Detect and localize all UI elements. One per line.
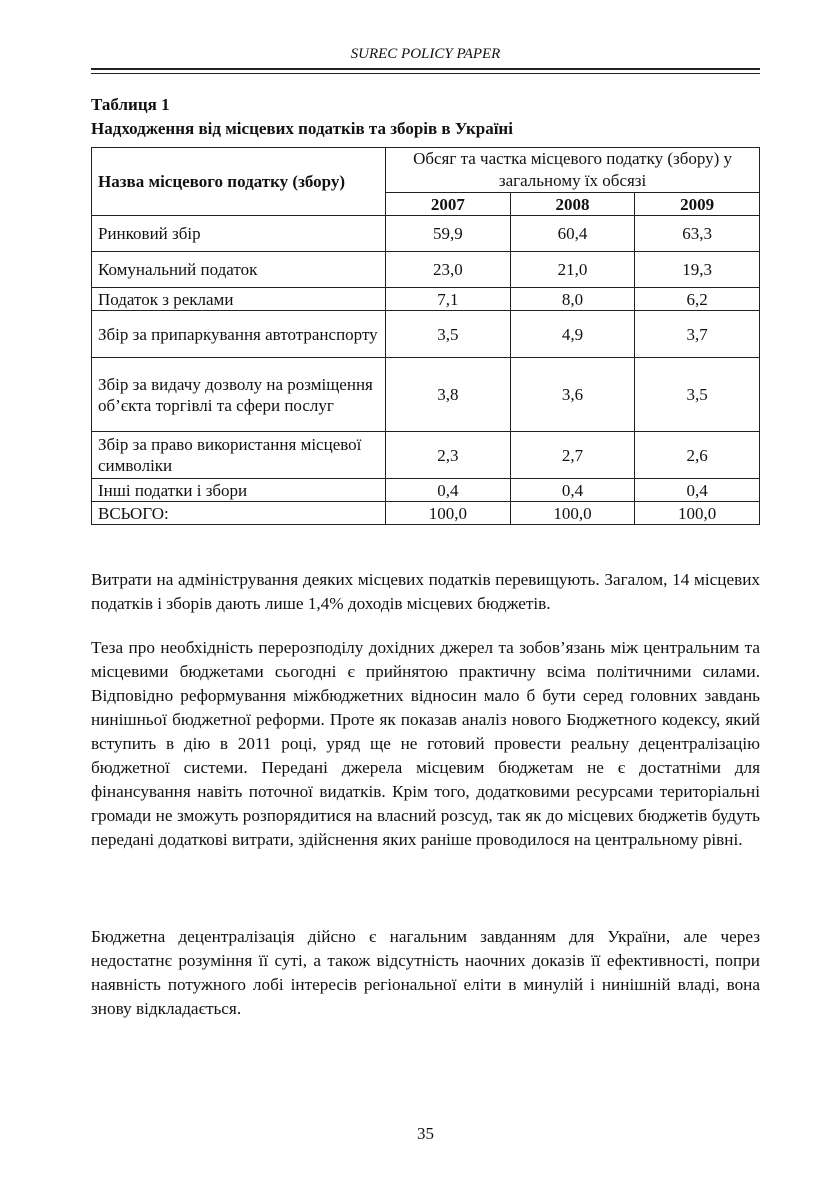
cell-value: 100,0 [635, 502, 760, 525]
row-name: ВСЬОГО: [92, 502, 386, 525]
cell-value: 8,0 [510, 288, 635, 311]
year-header: 2007 [386, 193, 511, 216]
cell-value: 60,4 [510, 216, 635, 252]
cell-value: 7,1 [386, 288, 511, 311]
year-header: 2009 [635, 193, 760, 216]
table-row [92, 252, 760, 288]
cell-value: 0,4 [386, 479, 511, 502]
cell-value: 3,6 [510, 358, 635, 432]
cell-value: 3,5 [635, 358, 760, 432]
cell-value: 3,7 [635, 311, 760, 358]
cell-value: 63,3 [635, 216, 760, 252]
row-name: Збір за видачу дозволу на розміщення об’єкта торгівлі та сфери послуг [92, 358, 386, 432]
row-name: Ринковий збір [92, 216, 386, 252]
column-group-header: Обсяг та частка місцевого податку (збору) у загальному їх обсязі [386, 148, 760, 193]
paragraph: Бюджетна децентралізація дійсно є нагальним завданням для України, але через недостатнє розуміння її суті, а також відсутність наочних доказів її ефективності, попри наявність потужного лобі інтересів регіональної еліти в минулій і нинішній владі, вона знову відкладається. [91, 927, 760, 1018]
table-row [92, 216, 760, 252]
row-name: Комунальний податок [92, 252, 386, 288]
table-row-total [92, 502, 760, 525]
table-row [92, 288, 760, 311]
cell-value: 2,6 [635, 432, 760, 479]
table-row [92, 479, 760, 502]
cell-value: 4,9 [510, 311, 635, 358]
table-title: Надходження від місцевих податків та зборів в Україні [91, 119, 513, 138]
page-number: 35 [417, 1124, 434, 1143]
year-header: 2008 [510, 193, 635, 216]
column-header-name: Назва місцевого податку (збору) [92, 148, 386, 216]
cell-value: 0,4 [635, 479, 760, 502]
row-name: Інші податки і збори [92, 479, 386, 502]
table-row [92, 311, 760, 358]
cell-value: 21,0 [510, 252, 635, 288]
paragraph: Витрати на адміністрування деяких місцевих податків перевищують. Загалом, 14 місцевих податків і зборів дають лише 1,4% доходів місцевих бюджетів. [91, 570, 760, 613]
table-row [92, 432, 760, 479]
cell-value: 100,0 [386, 502, 511, 525]
header-rule-thin [91, 73, 760, 74]
tax-revenue-table [91, 147, 760, 525]
cell-value: 100,0 [510, 502, 635, 525]
row-name: Збір за право використання місцевої символіки [92, 432, 386, 479]
cell-value: 0,4 [510, 479, 635, 502]
cell-value: 2,7 [510, 432, 635, 479]
cell-value: 23,0 [386, 252, 511, 288]
table-row [92, 358, 760, 432]
paragraph: Теза про необхідність перерозподілу дохідних джерел та зобов’язань між центральним та місцевими бюджетами сьогодні є прийнятою практичну всіма політичними силами. Відповідно реформування міжбюджетних відносин мало б бути серед головних завдань нинішньої бюджетної реформи. Проте як показав аналіз нового Бюджетного кодексу, який вступить в дію в 2011 році, уряд ще не готовий провести реальну децентралізацію бюджетної системи. Передані джерела місцевим бюджетам не є достатніми для фінансування навіть поточної видатків. Крім того, додатковими ресурсами територіальні громади не зможуть розпорядитися на власний розсуд, так як до місцевих бюджетів будуть передані додаткові витрати, здійснення яких раніше проводилося на центральному рівні. [91, 638, 760, 849]
header-rule-thick [91, 68, 760, 70]
table-label: Таблиця 1 [91, 95, 170, 114]
cell-value: 3,8 [386, 358, 511, 432]
cell-value: 3,5 [386, 311, 511, 358]
row-name: Збір за припаркування автотранспорту [92, 311, 386, 358]
table-caption [91, 93, 760, 141]
row-name: Податок з реклами [92, 288, 386, 311]
running-header: SUREC POLICY PAPER [350, 46, 501, 62]
cell-value: 19,3 [635, 252, 760, 288]
cell-value: 6,2 [635, 288, 760, 311]
cell-value: 59,9 [386, 216, 511, 252]
cell-value: 2,3 [386, 432, 511, 479]
